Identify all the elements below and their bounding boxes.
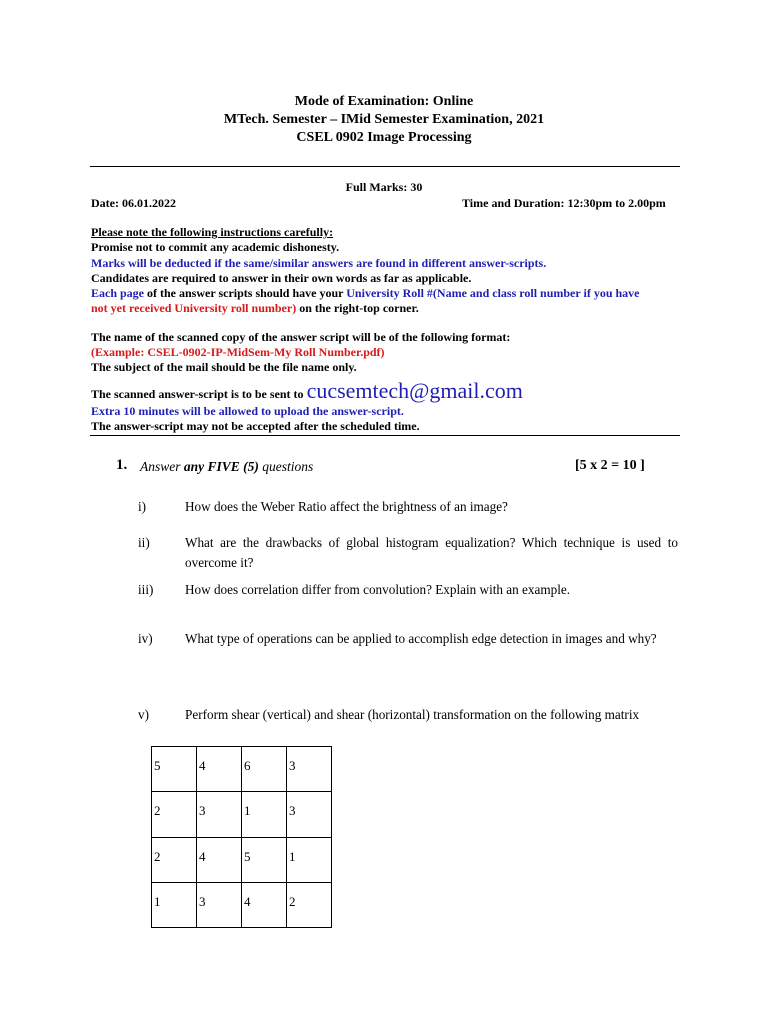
matrix-cell: 2 [287,882,332,927]
matrix-row [152,747,332,792]
subq-text: How does the Weber Ratio affect the brightness of an image? [185,499,508,514]
subq-number: ii) [138,535,150,550]
instruction-mail-subject: The subject of the mail should be the file name only. [91,360,357,374]
subq-number: v) [138,707,149,722]
question-prompt [140,459,313,475]
matrix-cell: 4 [242,882,287,927]
matrix-row [152,882,332,927]
matrix-cell: 1 [242,792,287,837]
prompt-questions-text: questions [258,459,314,474]
subq-text: What type of operations can be applied to accomplish edge detection in images and why? [185,631,657,646]
matrix-row [152,792,332,837]
question-marks: [5 x 2 = 10 ] [575,458,645,473]
exam-title-heading: MTech. Semester – IMid Semester Examination, 2021 [223,112,545,127]
header-divider [90,166,680,167]
subq-text: What are the drawbacks of global histogram equalization? Which technique is used to overcome it? [185,535,678,570]
full-marks: Full Marks: 30 [345,180,423,194]
matrix-cell: 4 [197,837,242,882]
matrix-cell: 4 [197,747,242,792]
instruction-file-example: (Example: CSEL-0902-IP-MidSem-My Roll Number.pdf) [91,345,385,359]
instruction-file-format: The name of the scanned copy of the answer script will be of the following format: [91,330,511,344]
right-top-corner-text: on the right-top corner. [296,301,419,315]
matrix-cell: 3 [197,792,242,837]
matrix-row [152,837,332,882]
instruction-own-words: Candidates are required to answer in their own words as far as applicable. [91,271,472,285]
prompt-any-five-text: any FIVE (5) [183,459,259,474]
exam-date: Date: 06.01.2022 [91,196,176,210]
matrix-cell: 5 [242,837,287,882]
matrix-cell: 6 [242,747,287,792]
exam-mode-heading: Mode of Examination: Online [294,94,474,109]
matrix-cell: 2 [152,837,197,882]
instruction-extra-time: Extra 10 minutes will be allowed to upload the answer-script. [91,404,404,418]
prompt-answer-text: Answer [140,459,184,474]
each-page-text: Each page [91,286,145,300]
send-to-text: The scanned answer-script is to be sent to [91,387,307,401]
subq-number: iii) [138,582,154,597]
matrix-cell: 1 [152,882,197,927]
university-roll-text: University Roll #(Name and class roll number if you have [346,286,640,300]
contact-email-link[interactable]: cucsemtech@gmail.com [306,378,523,403]
subq-number: iv) [138,631,153,646]
instruction-deadline: The answer-script may not be accepted after the scheduled time. [91,419,420,433]
instruction-deduction: Marks will be deducted if the same/similar answers are found in different answer-scripts. [91,256,547,270]
instructions-heading: Please note the following instructions carefully: [91,225,334,239]
matrix-cell: 5 [152,747,197,792]
matrix-cell: 1 [287,837,332,882]
question-number: 1. [116,457,128,473]
instruction-roll-line1 [91,286,691,302]
instruction-roll-line2 [91,301,691,317]
subq-text: Perform shear (vertical) and shear (horizontal) transformation on the following matrix [185,707,640,722]
subq-text: How does correlation differ from convolution? Explain with an example. [185,582,571,597]
instructions-divider [90,435,680,436]
answer-scripts-text: of the answer scripts should have your [144,286,347,300]
matrix-cell: 2 [152,792,197,837]
exam-time: Time and Duration: 12:30pm to 2.00pm [462,196,666,210]
instruction-honesty: Promise not to commit any academic dishonesty. [91,240,340,254]
matrix-cell: 3 [287,792,332,837]
course-title-heading: CSEL 0902 Image Processing [296,130,472,145]
matrix-cell: 3 [287,747,332,792]
subq-number: i) [138,499,147,514]
matrix-cell: 3 [197,882,242,927]
instruction-send-to [91,378,691,407]
roll-not-received-text: not yet received University roll number) [91,301,297,315]
shear-matrix-table [151,746,332,928]
